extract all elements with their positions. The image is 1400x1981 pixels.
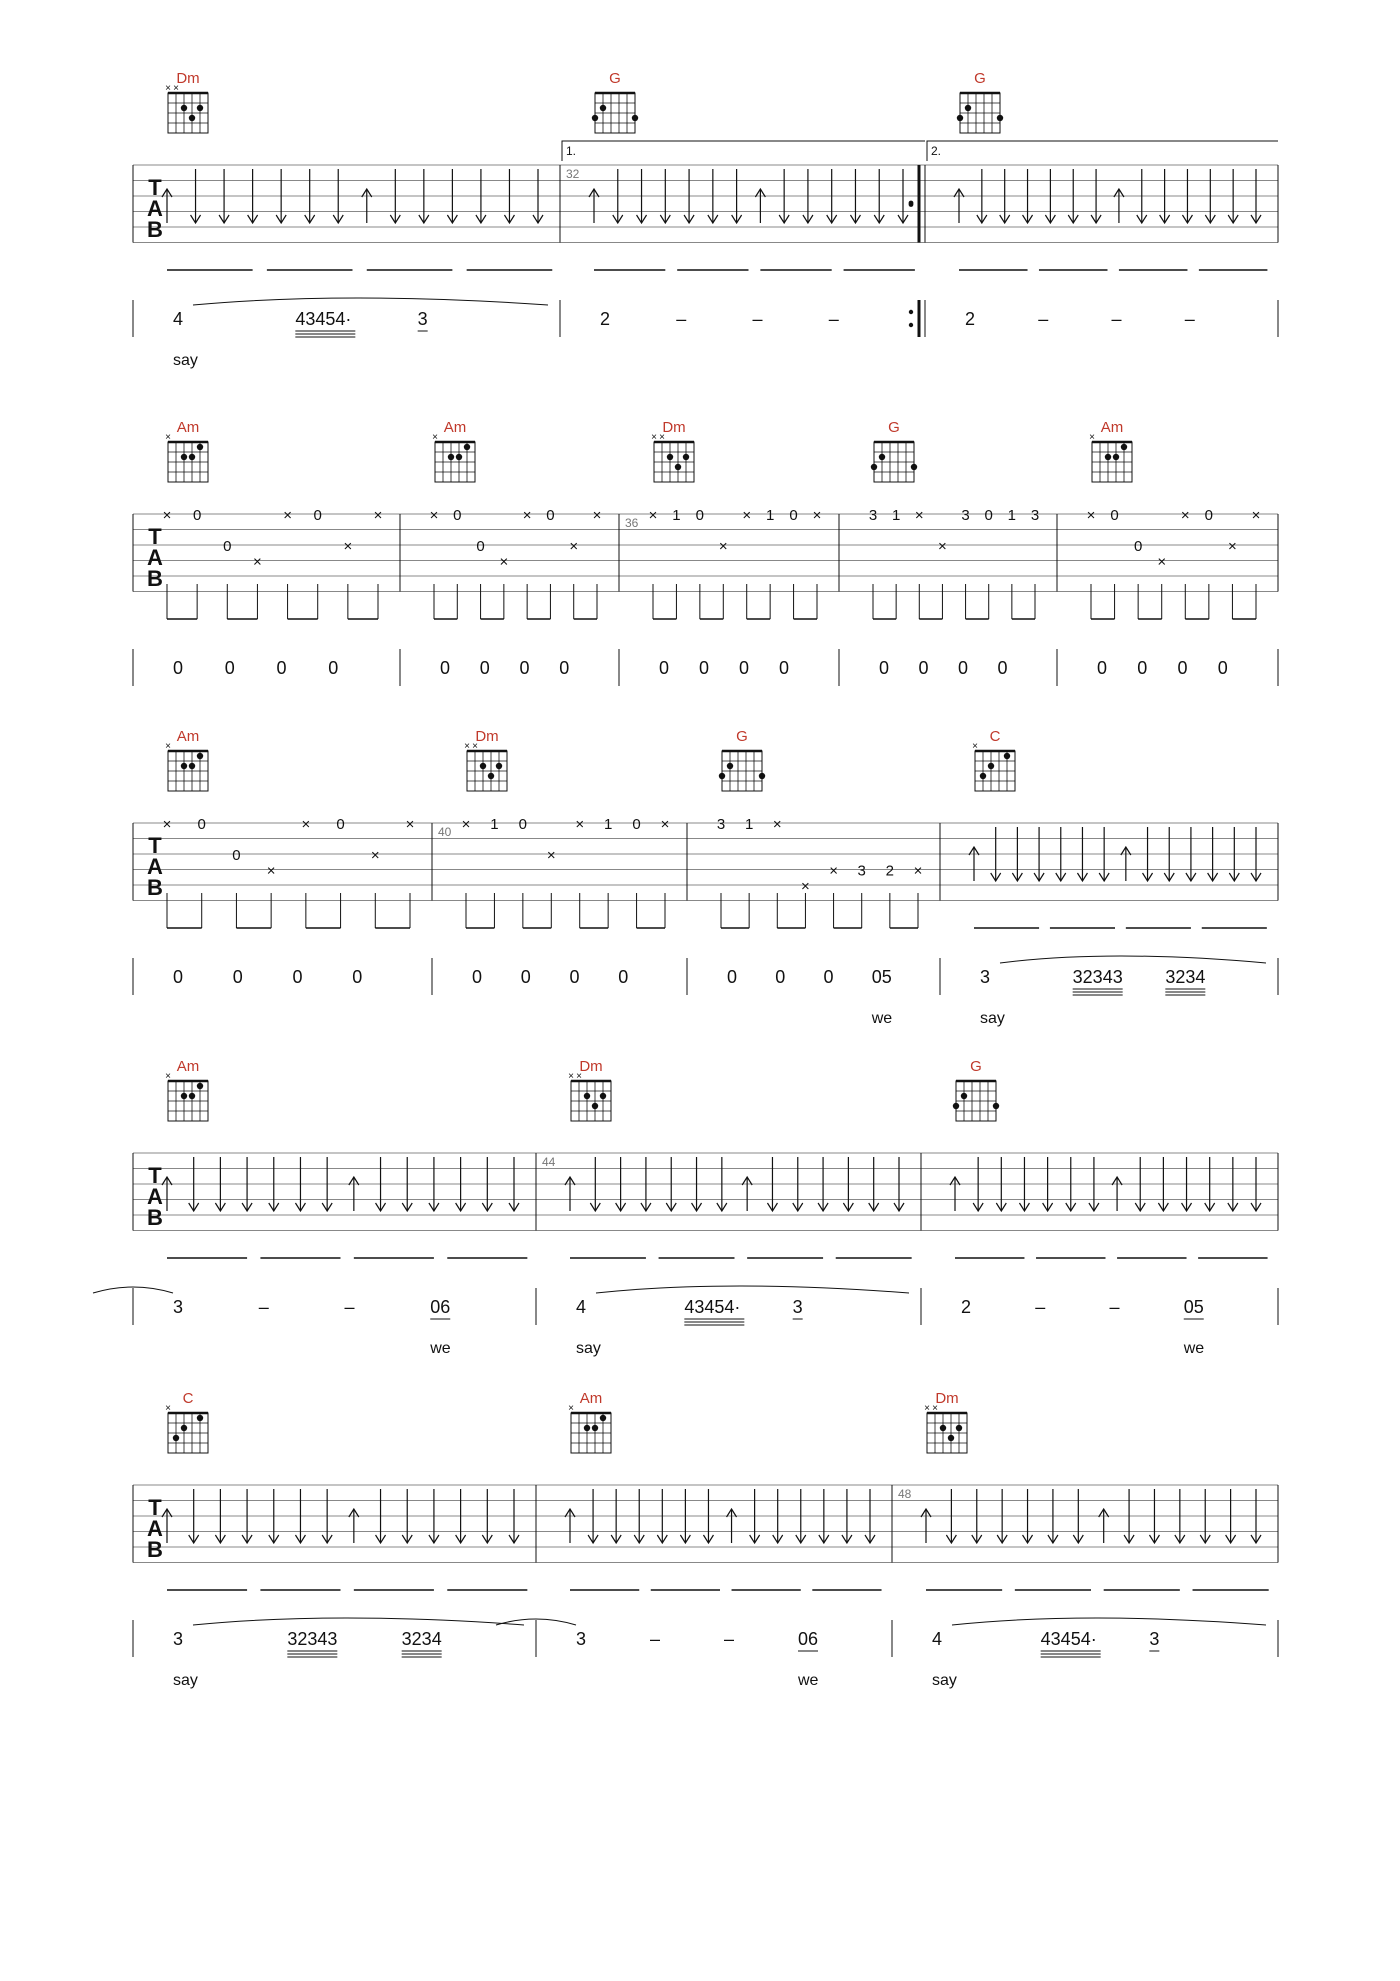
notation-note: 0 [1177,658,1188,678]
notation-note: 32343 [1072,967,1123,987]
measure [927,70,1278,329]
notation-note: 43454· [295,309,352,329]
notation-note: 32343 [287,1629,338,1649]
notation-note: 0 [520,967,531,987]
finger-dot [871,464,877,470]
notation-note: 2 [965,309,976,329]
finger-dot [448,454,454,460]
notation-note: 0 [519,658,530,678]
finger-dot [988,763,994,769]
notation-note: 0 [173,967,184,987]
finger-dot [600,105,606,111]
muted-string-mark: × [1089,432,1095,443]
fret-number: 3 [857,862,866,880]
lyric-word: say [173,352,198,369]
dead-note-mark: × [1228,538,1237,555]
measure [430,419,602,678]
finger-dot [719,773,725,779]
chord-name: G [736,728,748,745]
tab-system [133,728,1278,1027]
dead-note-mark: × [1157,553,1167,571]
dead-note-mark: × [914,507,924,524]
finger-dot [584,1093,590,1099]
fret-number: 0 [789,507,798,524]
tab-clef-letter: A [147,854,163,879]
notation-note: 0 [479,658,490,678]
measure [1087,419,1261,678]
notation-note: 0 [352,967,363,987]
notation-note: 0 [775,967,786,987]
measure [898,1390,1269,1689]
finger-dot [173,1435,179,1441]
chord-name: Am [176,419,200,436]
notation-note: 0 [727,967,738,987]
notation-note: 06 [798,1629,819,1649]
notation-note: 0 [618,967,629,987]
measure [625,419,821,678]
dead-note-mark: × [569,538,579,555]
notation-note: 0 [958,658,969,678]
tab-clef-letter: T [148,833,162,858]
notation-note: 0 [232,967,243,987]
finger-dot [948,1435,954,1441]
chord-name: G [970,1058,982,1075]
notation-note: 0 [173,658,184,678]
dead-note-mark: × [301,816,311,833]
muted-string-mark: × [972,741,978,752]
finger-dot [197,1083,203,1089]
tab-system [133,419,1278,686]
lyric-word: say [173,1672,198,1689]
finger-dot [980,773,986,779]
fret-number: 0 [476,538,485,555]
chord-name: Dm [176,70,200,87]
fret-number: 0 [546,507,555,524]
measure-number: 40 [438,825,452,839]
finger-dot [592,1103,598,1109]
fret-number: 1 [603,816,613,833]
muted-string-mark: × [173,83,179,94]
notation-note: 0 [224,658,235,678]
dead-note-mark: × [253,553,262,571]
notation-note: 0 [1217,658,1228,678]
measure [496,1390,882,1689]
measure [562,70,925,337]
repeat-dot [909,323,913,327]
finger-dot [727,763,733,769]
sustain-dash: – [258,1297,269,1317]
notation-note: 3234 [1165,967,1206,987]
finger-dot [997,115,1003,121]
dead-note-mark: × [461,816,471,833]
slur [193,1618,524,1625]
notation-note: 0 [739,658,750,678]
sustain-dash: – [676,309,687,329]
fret-number: 1 [672,507,681,524]
sustain-dash: – [650,1629,661,1649]
chord-name: G [888,419,900,436]
fret-number: 1 [765,507,775,524]
finger-dot [956,1425,962,1431]
finger-dot [667,454,673,460]
finger-dot [197,105,203,111]
notation-note: 0 [779,658,790,678]
finger-dot [189,763,195,769]
finger-dot [584,1425,590,1431]
sustain-dash: – [724,1629,735,1649]
muted-string-mark: × [165,1403,171,1414]
dead-note-mark: × [370,847,380,864]
finger-dot [480,763,486,769]
dead-note-mark: × [575,816,585,833]
finger-dot [911,464,917,470]
finger-dot [1105,454,1111,460]
tab-clef-letter: B [147,217,163,242]
chord-name: Dm [935,1390,959,1407]
chord-name: Dm [579,1058,603,1075]
measure-number: 32 [566,167,580,181]
notation-note: 4 [932,1629,943,1649]
muted-string-mark: × [651,432,657,443]
muted-string-mark: × [932,1403,938,1414]
finger-dot [189,454,195,460]
tab-clef-letter: A [147,545,163,570]
chord-name: Am [579,1390,603,1407]
fret-number: 1 [744,816,754,833]
slur [596,1286,909,1293]
finger-dot [600,1093,606,1099]
lyric-word: say [576,1340,601,1357]
fret-number: 0 [223,538,232,555]
notation-note: 0 [276,658,287,678]
chord-name: Am [176,1058,200,1075]
volta-bracket [927,141,1278,161]
fret-number: 0 [453,507,462,524]
finger-dot [957,115,963,121]
finger-dot [197,1415,203,1421]
finger-dot [181,1093,187,1099]
dead-note-mark: × [660,816,670,833]
dead-note-mark: × [522,507,532,524]
volta-bracket [562,141,925,161]
dead-note-mark: × [162,816,172,833]
fret-number: 3 [868,507,878,524]
dead-note-mark: × [829,862,838,880]
dead-note-mark: × [592,507,602,524]
chord-name: C [989,728,1001,745]
notation-note: 43454· [684,1297,741,1317]
dead-note-mark: × [162,507,172,524]
notation-note: 3 [1149,1629,1160,1649]
chord-name: G [609,70,621,87]
tab-clef-letter: T [148,524,162,549]
tab-system [133,1390,1278,1689]
sustain-dash: – [1109,1297,1120,1317]
fret-number: 0 [1110,507,1119,524]
dead-note-mark: × [742,507,752,524]
muted-string-mark: × [924,1403,930,1414]
fret-number: 0 [192,507,202,524]
fret-number: 0 [1133,538,1143,555]
muted-string-mark: × [568,1403,574,1414]
measure [542,1058,912,1357]
dead-note-mark: × [283,507,292,524]
finger-dot [675,464,681,470]
tab-clef-letter: B [147,566,163,591]
finger-dot [181,105,187,111]
notation-note: 06 [430,1297,451,1317]
chord-name: Am [176,728,200,745]
muted-string-mark: × [165,83,171,94]
fret-number: 0 [232,847,241,864]
muted-string-mark: × [432,432,438,443]
notation-note: 3 [576,1629,587,1649]
chord-name: Dm [662,419,686,436]
lyric-word: we [798,1672,819,1689]
notation-note: 0 [472,967,483,987]
dead-note-mark: × [1251,507,1261,524]
notation-note: 3 [980,967,991,987]
fret-number: 0 [695,507,705,524]
finger-dot [592,115,598,121]
notation-note: 0 [440,658,451,678]
fret-number: 1 [891,507,901,524]
notation-note: 3234 [401,1629,442,1649]
fret-number: 0 [984,507,993,524]
fret-number: 0 [632,816,641,833]
finger-dot [197,753,203,759]
tab-system [93,1058,1278,1357]
fret-number: 0 [1204,507,1214,524]
dead-note-mark: × [718,538,728,555]
muted-string-mark: × [576,1071,582,1082]
muted-string-mark: × [659,432,665,443]
finger-dot [759,773,765,779]
measure-number: 48 [898,1487,912,1501]
chord-name: Am [443,419,467,436]
repeat-dot [909,202,914,207]
finger-dot [953,1103,959,1109]
notation-note: 05 [1183,1297,1204,1317]
finger-dot [993,1103,999,1109]
tab-clef-letter: B [147,1205,163,1230]
muted-string-mark: × [165,1071,171,1082]
tab-clef-letter: B [147,875,163,900]
finger-dot [181,1425,187,1431]
dead-note-mark: × [938,538,947,555]
fret-number: 3 [1030,507,1040,524]
chord-name: C [182,1390,194,1407]
notation-note: 05 [871,967,892,987]
slur [1000,956,1266,963]
measure-number: 36 [625,516,639,530]
finger-dot [632,115,638,121]
finger-dot [1121,444,1127,450]
lyric-word: we [430,1340,451,1357]
measure [869,419,1039,678]
measure [162,70,552,369]
measure [950,1058,1268,1357]
fret-number: 3 [961,507,970,524]
tab-clef-letter: A [147,1184,163,1209]
finger-dot [189,1093,195,1099]
notation-note: 43454· [1040,1629,1097,1649]
measure [163,419,383,678]
lyric-word: say [980,1010,1005,1027]
dead-note-mark: × [373,507,383,524]
chord-name: G [974,70,986,87]
notation-note: 4 [576,1297,587,1317]
dead-note-mark: × [801,878,810,895]
fret-number: 0 [197,816,206,833]
finger-dot [496,763,502,769]
slur [952,1618,1266,1625]
notation-note: 0 [292,967,303,987]
measure [717,728,923,1027]
notation-note: 0 [699,658,710,678]
finger-dot [181,454,187,460]
fret-number: 0 [336,816,345,833]
sustain-dash: – [1038,309,1049,329]
dead-note-mark: × [343,538,353,555]
lyric-word: we [871,1010,893,1027]
finger-dot [1004,753,1010,759]
notation-note: 0 [918,658,929,678]
measure [438,728,669,987]
dead-note-mark: × [1180,507,1190,524]
finger-dot [961,1093,967,1099]
chord-name: Am [1100,419,1124,436]
dead-note-mark: × [648,507,658,524]
volta-label: 1. [566,144,577,158]
muted-string-mark: × [464,741,470,752]
finger-dot [1113,454,1119,460]
sustain-dash: – [752,309,763,329]
dead-note-mark: × [812,507,822,524]
tab-clef-letter: B [147,1537,163,1562]
finger-dot [197,444,203,450]
slur [193,298,548,305]
tab-clef-letter: A [147,196,163,221]
notation-note: 0 [1137,658,1148,678]
sustain-dash: – [1111,309,1122,329]
finger-dot [189,115,195,121]
tab-clef-letter: T [148,1495,162,1520]
dead-note-mark: × [1086,507,1096,524]
notation-note: 0 [569,967,580,987]
sustain-dash: – [1184,309,1195,329]
sustain-dash: – [1035,1297,1046,1317]
dead-note-mark: × [499,553,509,571]
fret-number: 3 [716,816,726,833]
notation-note: 4 [173,309,184,329]
tab-clef-letter: A [147,1516,163,1541]
finger-dot [940,1425,946,1431]
notation-note: 0 [879,658,890,678]
notation-note: 0 [997,658,1008,678]
muted-string-mark: × [165,741,171,752]
notation-note: 0 [659,658,670,678]
measure [162,1390,527,1689]
finger-dot [965,105,971,111]
lyric-word: say [932,1672,957,1689]
notation-note: 0 [823,967,834,987]
repeat-dot [909,310,913,314]
notation-note: 3 [417,309,428,329]
finger-dot [879,454,885,460]
notation-note: 3 [173,1297,184,1317]
dead-note-mark: × [546,847,556,864]
fret-number: 2 [885,862,895,880]
muted-string-mark: × [165,432,171,443]
dead-note-mark: × [913,862,923,880]
fret-number: 1 [490,816,499,833]
finger-dot [600,1415,606,1421]
finger-dot [683,454,689,460]
dead-note-mark: × [429,507,439,524]
sustain-dash: – [344,1297,355,1317]
chord-name: Dm [475,728,499,745]
fret-number: 0 [518,816,528,833]
tab-system [133,70,1278,369]
notation-note: 3 [173,1629,184,1649]
finger-dot [464,444,470,450]
notation-note: 2 [961,1297,972,1317]
notation-note: 0 [1097,658,1108,678]
finger-dot [592,1425,598,1431]
muted-string-mark: × [568,1071,574,1082]
dead-note-mark: × [405,816,415,833]
finger-dot [456,454,462,460]
dead-note-mark: × [266,862,276,880]
finger-dot [181,763,187,769]
muted-string-mark: × [472,741,478,752]
notation-note: 0 [328,658,339,678]
notation-note: 3 [792,1297,803,1317]
volta-label: 2. [931,144,942,158]
notation-note: 2 [600,309,611,329]
notation-note: 0 [559,658,570,678]
fret-number: 0 [313,507,322,524]
measure-number: 44 [542,1155,556,1169]
measure [969,728,1267,1027]
sustain-dash: – [828,309,839,329]
measure [163,728,415,987]
tab-clef-letter: T [148,1163,162,1188]
tab-clef-letter: T [148,175,162,200]
fret-number: 1 [1007,507,1017,524]
lyric-word: we [1183,1340,1205,1357]
dead-note-mark: × [772,816,782,833]
finger-dot [488,773,494,779]
